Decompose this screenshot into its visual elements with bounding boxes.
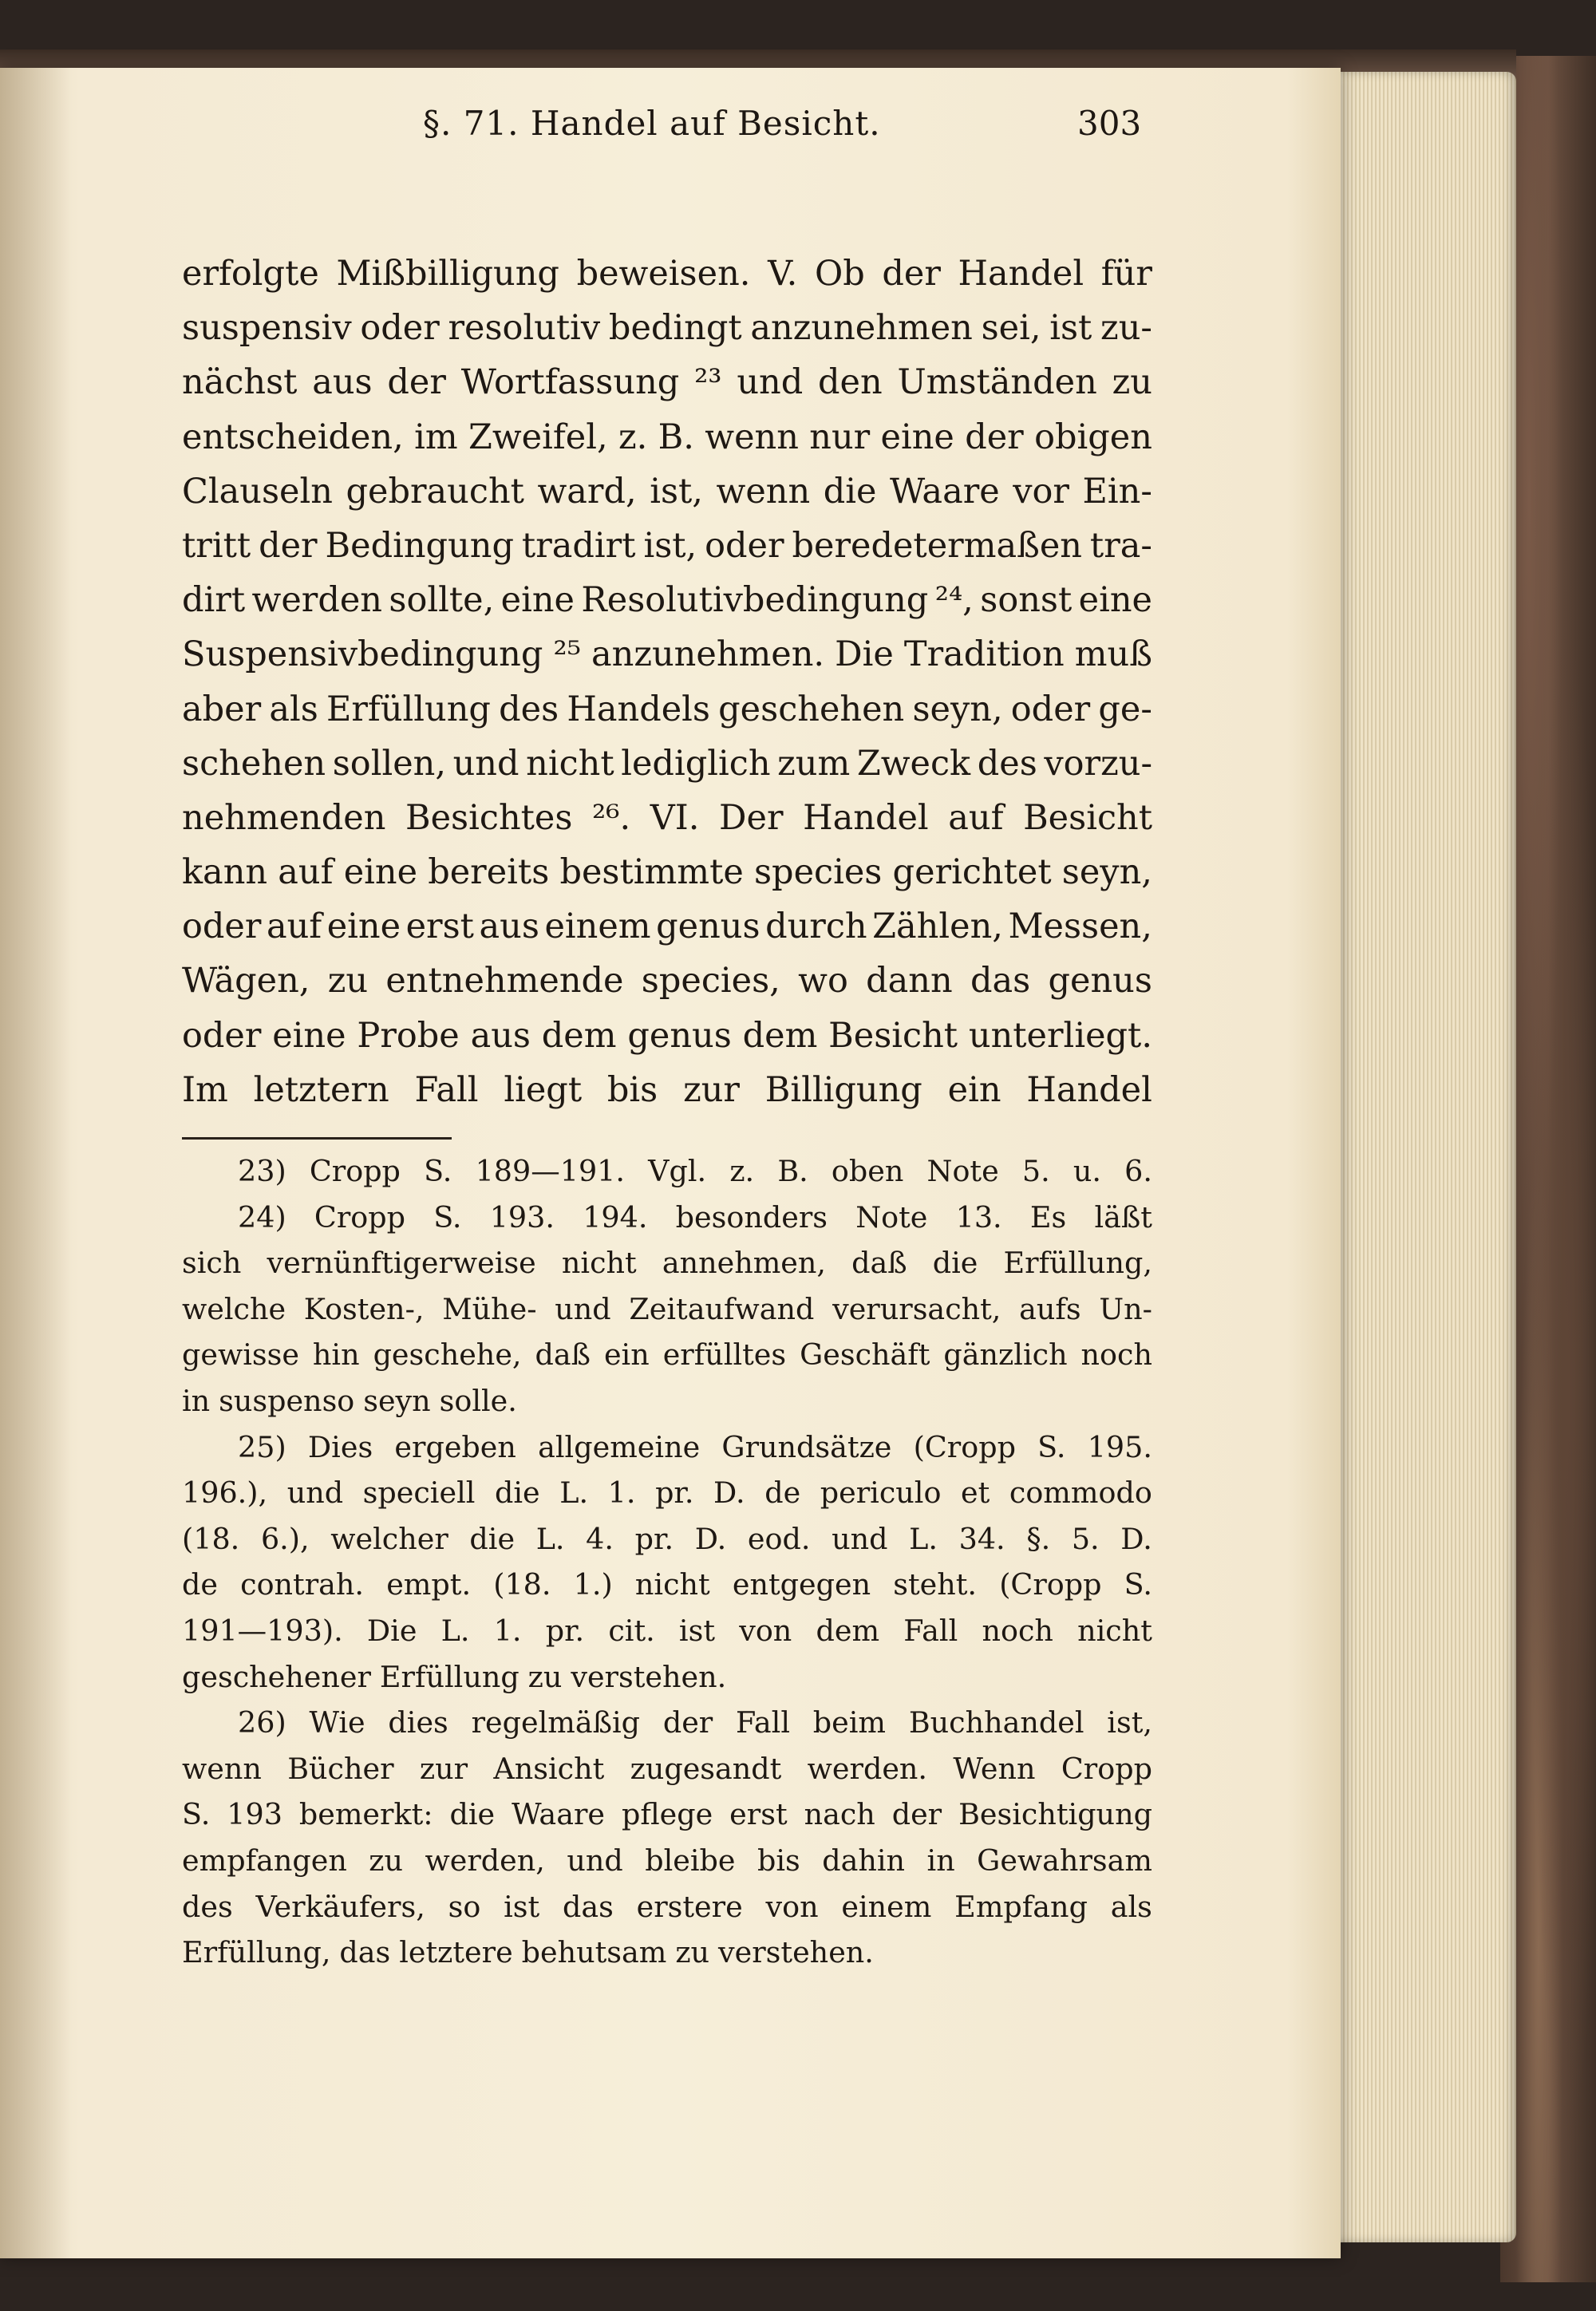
footnote-line: sich vernünftigerweise nicht annehmen, daß die Erfüllung, <box>182 1246 1152 1281</box>
text-line: nehmenden Besichtes ²⁶. VI. Der Handel auf Besicht <box>182 797 1152 838</box>
text-line: Suspensivbedingung ²⁵ anzunehmen. Die Tradition muß <box>182 634 1152 675</box>
footnote-line: wenn Bücher zur Ansicht zugesandt werden. Wenn Cropp <box>182 1751 1152 1786</box>
footnote-line: in suspenso seyn solle. <box>182 1383 517 1418</box>
text-line: entscheiden, im Zweifel, z. B. wenn nur eine der obigen <box>182 417 1152 457</box>
page-number: 303 <box>1077 104 1142 143</box>
footnote-line: gewisse hin geschehe, daß ein erfülltes Geschäft gänzlich noch <box>182 1337 1152 1373</box>
footnote-line: geschehener Erfüllung zu verstehen. <box>182 1659 727 1694</box>
gutter-shadow <box>0 68 72 2258</box>
text-line: nächst aus der Wortfassung ²³ und den Umständen zu <box>182 362 1152 403</box>
footnote-line: 191—193). Die L. 1. pr. cit. ist von dem Fall noch nicht <box>182 1613 1152 1648</box>
footnote-line: empfangen zu werden, und bleibe bis dahin in Gewahrsam <box>182 1843 1152 1878</box>
footnote-rule <box>182 1137 452 1140</box>
text-line: kann auf eine bereits bestimmte species gerichtet seyn, <box>182 852 1152 893</box>
footnote-line: 23) Cropp S. 189—191. Vgl. z. B. oben Note 5. u. 6. <box>238 1154 1152 1188</box>
text-line: Im letztern Fall liegt bis zur Billigung ein Handel <box>182 1069 1152 1110</box>
page-edges <box>1325 72 1516 2242</box>
text-line: schehen sollen, und nicht lediglich zum Zweck des vorzu- <box>182 743 1152 784</box>
main-text <box>182 254 1152 1124</box>
footnote-line: 24) Cropp S. 193. 194. besonders Note 13. Es läßt <box>238 1199 1152 1235</box>
footnote-line: welche Kosten-, Mühe- und Zeitaufwand verursacht, aufs Un- <box>182 1291 1152 1326</box>
footnote-line: Erfüllung, das letztere behutsam zu verstehen. <box>182 1935 874 1970</box>
text-line: erfolgte Mißbilligung beweisen. V. Ob der Handel für <box>182 254 1152 294</box>
footnote-line: 25) Dies ergeben allgemeine Grundsätze (Cropp S. 195. <box>238 1429 1152 1464</box>
running-head <box>0 104 1341 168</box>
footnote-line: S. 193 bemerkt: die Waare pflege erst nach der Besichtigung <box>182 1797 1152 1832</box>
footnote-line: 26) Wie dies regelmäßig der Fall beim Buchhandel ist, <box>238 1705 1152 1740</box>
footnote-line: de contrah. empt. (18. 1.) nicht entgegen steht. (Cropp S. <box>182 1567 1152 1602</box>
text-line: oder eine Probe aus dem genus dem Besicht unterliegt. <box>182 1015 1152 1056</box>
text-line: suspensiv oder resolutiv bedingt anzunehmen sei, ist zu- <box>182 308 1152 349</box>
text-line: Wägen, zu entnehmende species, wo dann das genus <box>182 961 1152 1001</box>
footnote-line: (18. 6.), welcher die L. 4. pr. D. eod. und L. 34. §. 5. D. <box>182 1521 1152 1556</box>
text-line: oder auf eine erst aus einem genus durch Zählen, Messen, <box>182 907 1152 947</box>
footnote-line: des Verkäufers, so ist das erstere von einem Empfang als <box>182 1889 1152 1924</box>
text-line: tritt der Bedingung tradirt ist, oder beredetermaßen tra- <box>182 525 1152 566</box>
footnote-line: 196.), und speciell die L. 1. pr. D. de periculo et commodo <box>182 1475 1152 1511</box>
text-line: dirt werden sollte, eine Resolutivbedingung ²⁴, sonst eine <box>182 580 1152 621</box>
text-line: aber als Erfüllung des Handels geschehen seyn, oder ge- <box>182 689 1152 729</box>
text-line: Clauseln gebraucht ward, ist, wenn die Waare vor Ein- <box>182 471 1152 512</box>
footnotes <box>182 1154 1152 1981</box>
section-title: §. 71. Handel auf Besicht. <box>423 104 881 143</box>
